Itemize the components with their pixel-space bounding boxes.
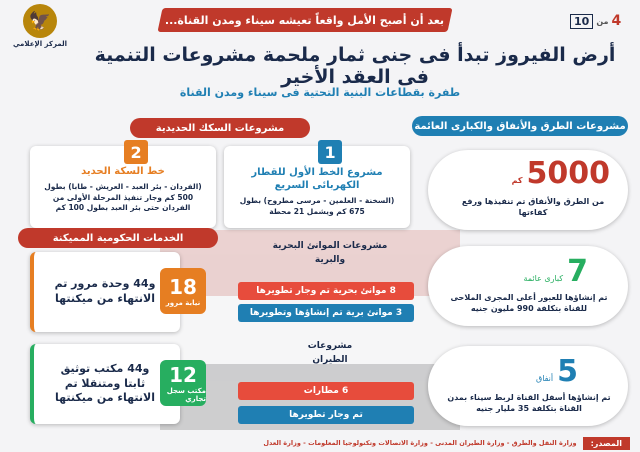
page-indicator bbox=[570, 8, 622, 34]
roads-card-3 bbox=[428, 346, 628, 426]
rail-item-2-text: (الفردان - بئر العبد - العريش - طابا) بطول 500 كم وجار تنفيذ المرحلة الأولى من الفردان حتى بئر العبد بطول 100 كم bbox=[44, 182, 202, 212]
services-item-1 bbox=[30, 252, 180, 332]
bridges-value: 7 bbox=[567, 254, 588, 289]
footer bbox=[0, 434, 640, 452]
ports-bar-sea: 8 موانئ بحرية تم وجار تطويرها bbox=[238, 282, 414, 300]
bridges-text: تم إنشاؤها للعبور أعلى المجرى الملاحى للقناة بتكلفة 990 مليون جنيه bbox=[450, 293, 608, 314]
rail-item-1-number: 1 bbox=[318, 140, 342, 164]
page-title: أرض الفيروز تبدأ فى جنى ثمار ملحمة مشروعات التنمية فى العقد الأخير bbox=[94, 44, 616, 88]
rail-item-2-title: خط السكة الحديد bbox=[81, 166, 165, 177]
services-item-2-label: مكتب سجل تجاري bbox=[166, 387, 206, 403]
rail-item-2 bbox=[30, 142, 216, 228]
top-banner bbox=[157, 8, 452, 32]
roads-card-2 bbox=[428, 246, 628, 326]
roads-heading: مشروعات الطرق والأنفاق والكبارى العائمة bbox=[412, 116, 628, 136]
rail-item-1-title: مشروع الخط الأول للقطار الكهربائى السريع bbox=[251, 167, 383, 191]
source-label: المصدر: bbox=[583, 437, 630, 450]
services-item-2-badge bbox=[160, 360, 206, 406]
page-separator: من bbox=[596, 16, 609, 26]
rail-item-2-number: 2 bbox=[124, 140, 148, 164]
rail-heading: مشروعات السكك الحديدية bbox=[130, 118, 310, 138]
airports-heading: مشروعات الطيران bbox=[307, 341, 353, 365]
page-current: 4 bbox=[611, 13, 622, 29]
page-subtitle: طفرة بقطاعات البنية التحتية فى سيناء ومدن القناة bbox=[179, 86, 461, 99]
services-item-1-label: نيابة مرور bbox=[165, 299, 201, 307]
services-item-1-text: و44 وحدة مرور تم الانتهاء من ميكنتها bbox=[54, 277, 156, 305]
bridges-unit: كبارى عائمة bbox=[523, 274, 564, 283]
logo-text: المركز الإعلامي bbox=[12, 40, 68, 48]
ports-heading: مشروعات الموانئ البحرية والبرية bbox=[272, 241, 388, 265]
services-item-1-badge bbox=[160, 268, 206, 314]
source-text: وزارة النقل والطرق - وزارة الطيران المدنى - وزارة الاتصالات وتكنولوجيا المعلومات - وزارة العدل bbox=[263, 439, 577, 447]
tunnels-unit: أنفاق bbox=[535, 374, 554, 383]
roads-card-1 bbox=[428, 150, 628, 230]
rail-item-1 bbox=[224, 142, 410, 228]
services-item-1-value: 18 bbox=[169, 275, 197, 299]
media-center-logo bbox=[10, 4, 70, 74]
services-item-2-text: و44 مكتب توثيق ثابتا ومتنقلا تم الانتهاء من ميكنتها bbox=[54, 361, 156, 405]
services-heading: الخدمات الحكومية المميكنة bbox=[18, 228, 218, 248]
services-item-2 bbox=[30, 344, 180, 424]
roads-unit: كم bbox=[511, 176, 523, 185]
rail-item-1-text: (السخنة - العلمين - مرسى مطروح) بطول 675 كم ويشمل 21 محطة bbox=[239, 196, 395, 216]
page-total: 10 bbox=[570, 14, 593, 29]
eagle-icon: 🦅 bbox=[23, 4, 57, 38]
tunnels-text: تم إنشاؤها أسفل القناة لربط سيناء بمدن القناة بتكلفة 35 مليار جنيه bbox=[447, 393, 611, 414]
airports-bar-status: تم وجار تطويرها bbox=[238, 406, 414, 424]
roads-value: 5000 bbox=[526, 156, 610, 191]
tunnels-value: 5 bbox=[557, 354, 578, 389]
roads-text: من الطرق والأنفاق تم تنفيذها ورفع كفاءتها bbox=[461, 197, 605, 218]
airports-bar-count: 6 مطارات bbox=[238, 382, 414, 400]
services-item-2-value: 12 bbox=[169, 363, 197, 387]
top-banner-text: بعد أن أصبح الأمل واقعاً تعيشه سيناء ومدن القناة... bbox=[165, 13, 445, 27]
ports-bar-land: 3 موانئ برية تم إنشاؤها وتطويرها bbox=[238, 304, 414, 322]
